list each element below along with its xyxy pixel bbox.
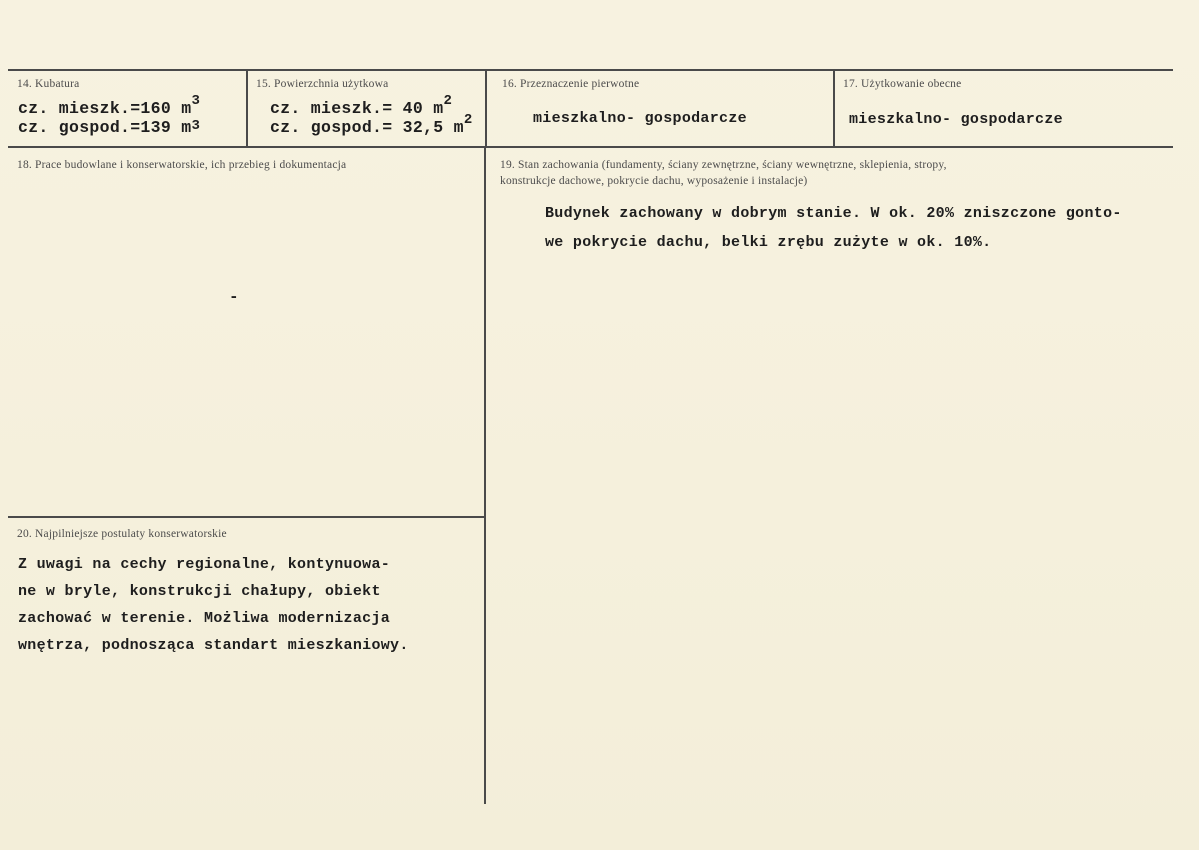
field-14-label: 14. Kubatura [17, 78, 80, 90]
header-bottom-line [8, 146, 1173, 148]
divider-14-15 [246, 70, 248, 147]
field-15-line1: cz. mieszk.= 40 $m^2$ [270, 93, 453, 118]
field-18-value: - [229, 288, 239, 306]
top-border-line [8, 69, 1173, 71]
field-20-line4: wnętrza, podnosząca standart mieszkaniowy. [18, 637, 409, 654]
field-19-label-line2: konstrukcje dachowe, pokrycie dachu, wyposażenie i instalacje) [500, 175, 808, 187]
field-20-line3: zachować w terenie. Możliwa modernizacja [18, 610, 391, 627]
divider-15-16 [485, 70, 487, 147]
field-14-line1: cz. mieszk.=160 $m^3$ [18, 93, 201, 118]
field-17-label: 17. Użytkowanie obecne [843, 78, 962, 90]
field-20-line2: ne w bryle, konstrukcji chałupy, obiekt [18, 583, 381, 600]
section18-bottom-line [8, 516, 484, 518]
field-18-label: 18. Prace budowlane i konserwatorskie, ich przebieg i dokumentacja [17, 159, 347, 171]
field-19-label-line1: 19. Stan zachowania (fundamenty, ściany zewnętrzne, ściany wewnętrzne, sklepienia, stropy, [500, 159, 947, 171]
field-15-label: 15. Powierzchnia użytkowa [256, 78, 389, 90]
field-14-line2: cz. gospod.=139 m3 [18, 118, 201, 137]
field-16-label: 16. Przeznaczenie pierwotne [502, 78, 640, 90]
field-19-line1: Budynek zachowany w dobrym stanie. W ok. 20% zniszczone gonto- [545, 205, 1122, 222]
main-vertical-divider [484, 146, 486, 804]
field-20-label: 20. Najpilniejsze postulaty konserwatorskie [17, 528, 227, 540]
field-20-line1: Z uwagi na cechy regionalne, kontynuowa- [18, 556, 391, 573]
field-17-value: mieszkalno- gospodarcze [849, 111, 1063, 128]
field-19-line2: we pokrycie dachu, belki zrębu zużyte w ok. 10%. [545, 234, 992, 251]
field-15-line2: cz. gospod.= 32,5 $m^2$ [270, 112, 473, 137]
field-16-value: mieszkalno- gospodarcze [533, 110, 747, 127]
divider-16-17 [833, 70, 835, 147]
